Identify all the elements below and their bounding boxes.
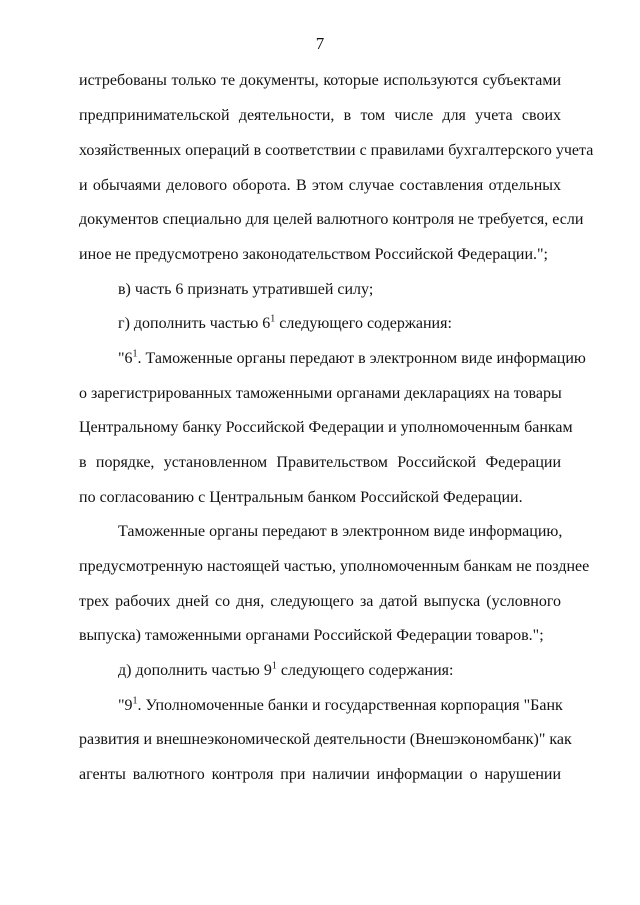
page-number: 7	[315, 34, 325, 53]
text-line: о зарегистрированных таможенными органами декларациях на товары	[79, 385, 562, 402]
text-line: Центральному банку Российской Федерации и уполномоченным банкам	[79, 419, 573, 436]
text-line: трех рабочих дней со дня, следующего за датой выпуска (условного	[79, 593, 561, 610]
text-line: агенты валютного контроля при наличии информации о нарушении	[79, 766, 561, 783]
text-line: Таможенные органы передают в электронном виде информацию,	[118, 523, 563, 540]
text-fragment: . Таможенные органы передают в электронном виде информацию	[137, 350, 586, 367]
text-fragment: . Уполномоченные банки и государственная корпорация "Банк	[137, 697, 563, 714]
text-line: истребованы только те документы, которые используются субъектами	[79, 72, 561, 89]
text-line: выпуска) таможенными органами Российской Федерации товаров.";	[79, 627, 544, 644]
superscript: 1	[132, 348, 138, 360]
text-fragment: "9	[118, 697, 133, 714]
text-fragment: г) дополнить частью 6	[118, 315, 271, 332]
superscript: 1	[271, 660, 277, 672]
text-line: иное не предусмотрено законодательством Российской Федерации.";	[79, 246, 548, 263]
text-fragment	[118, 350, 586, 367]
list-item-d	[118, 661, 561, 681]
text-line: документов специально для целей валютного контроля не требуется, если	[79, 211, 584, 228]
text-line	[118, 696, 561, 716]
text-line: и обычаями делового оборота. В этом случае составления отдельных	[79, 177, 561, 194]
text-line: предусмотренную настоящей частью, уполномоченным банкам не позднее	[79, 558, 590, 575]
text-line: развития и внешнеэкономической деятельности (Внешэкономбанк)" как	[79, 731, 572, 748]
list-item-v: в) часть 6 признать утратившей силу;	[118, 281, 374, 298]
text-fragment	[118, 697, 563, 714]
text-line: хозяйственных операций в соответствии с правилами бухгалтерского учета	[79, 142, 594, 159]
superscript: 1	[132, 695, 138, 707]
text-line: по согласованию с Центральным банком Российской Федерации.	[79, 489, 523, 506]
superscript: 1	[270, 313, 276, 325]
text-fragment: "6	[118, 350, 133, 367]
list-item-g	[118, 314, 561, 334]
text-line: в порядке, установленном Правительством Российской Федерации	[79, 454, 561, 471]
text-fragment: следующего содержания:	[275, 315, 452, 332]
text-fragment: д) дополнить частью 9	[118, 662, 272, 679]
text-line: предпринимательской деятельности, в том числе для учета своих	[79, 107, 561, 124]
text-fragment: следующего содержания:	[276, 662, 454, 679]
text-line	[118, 348, 586, 369]
